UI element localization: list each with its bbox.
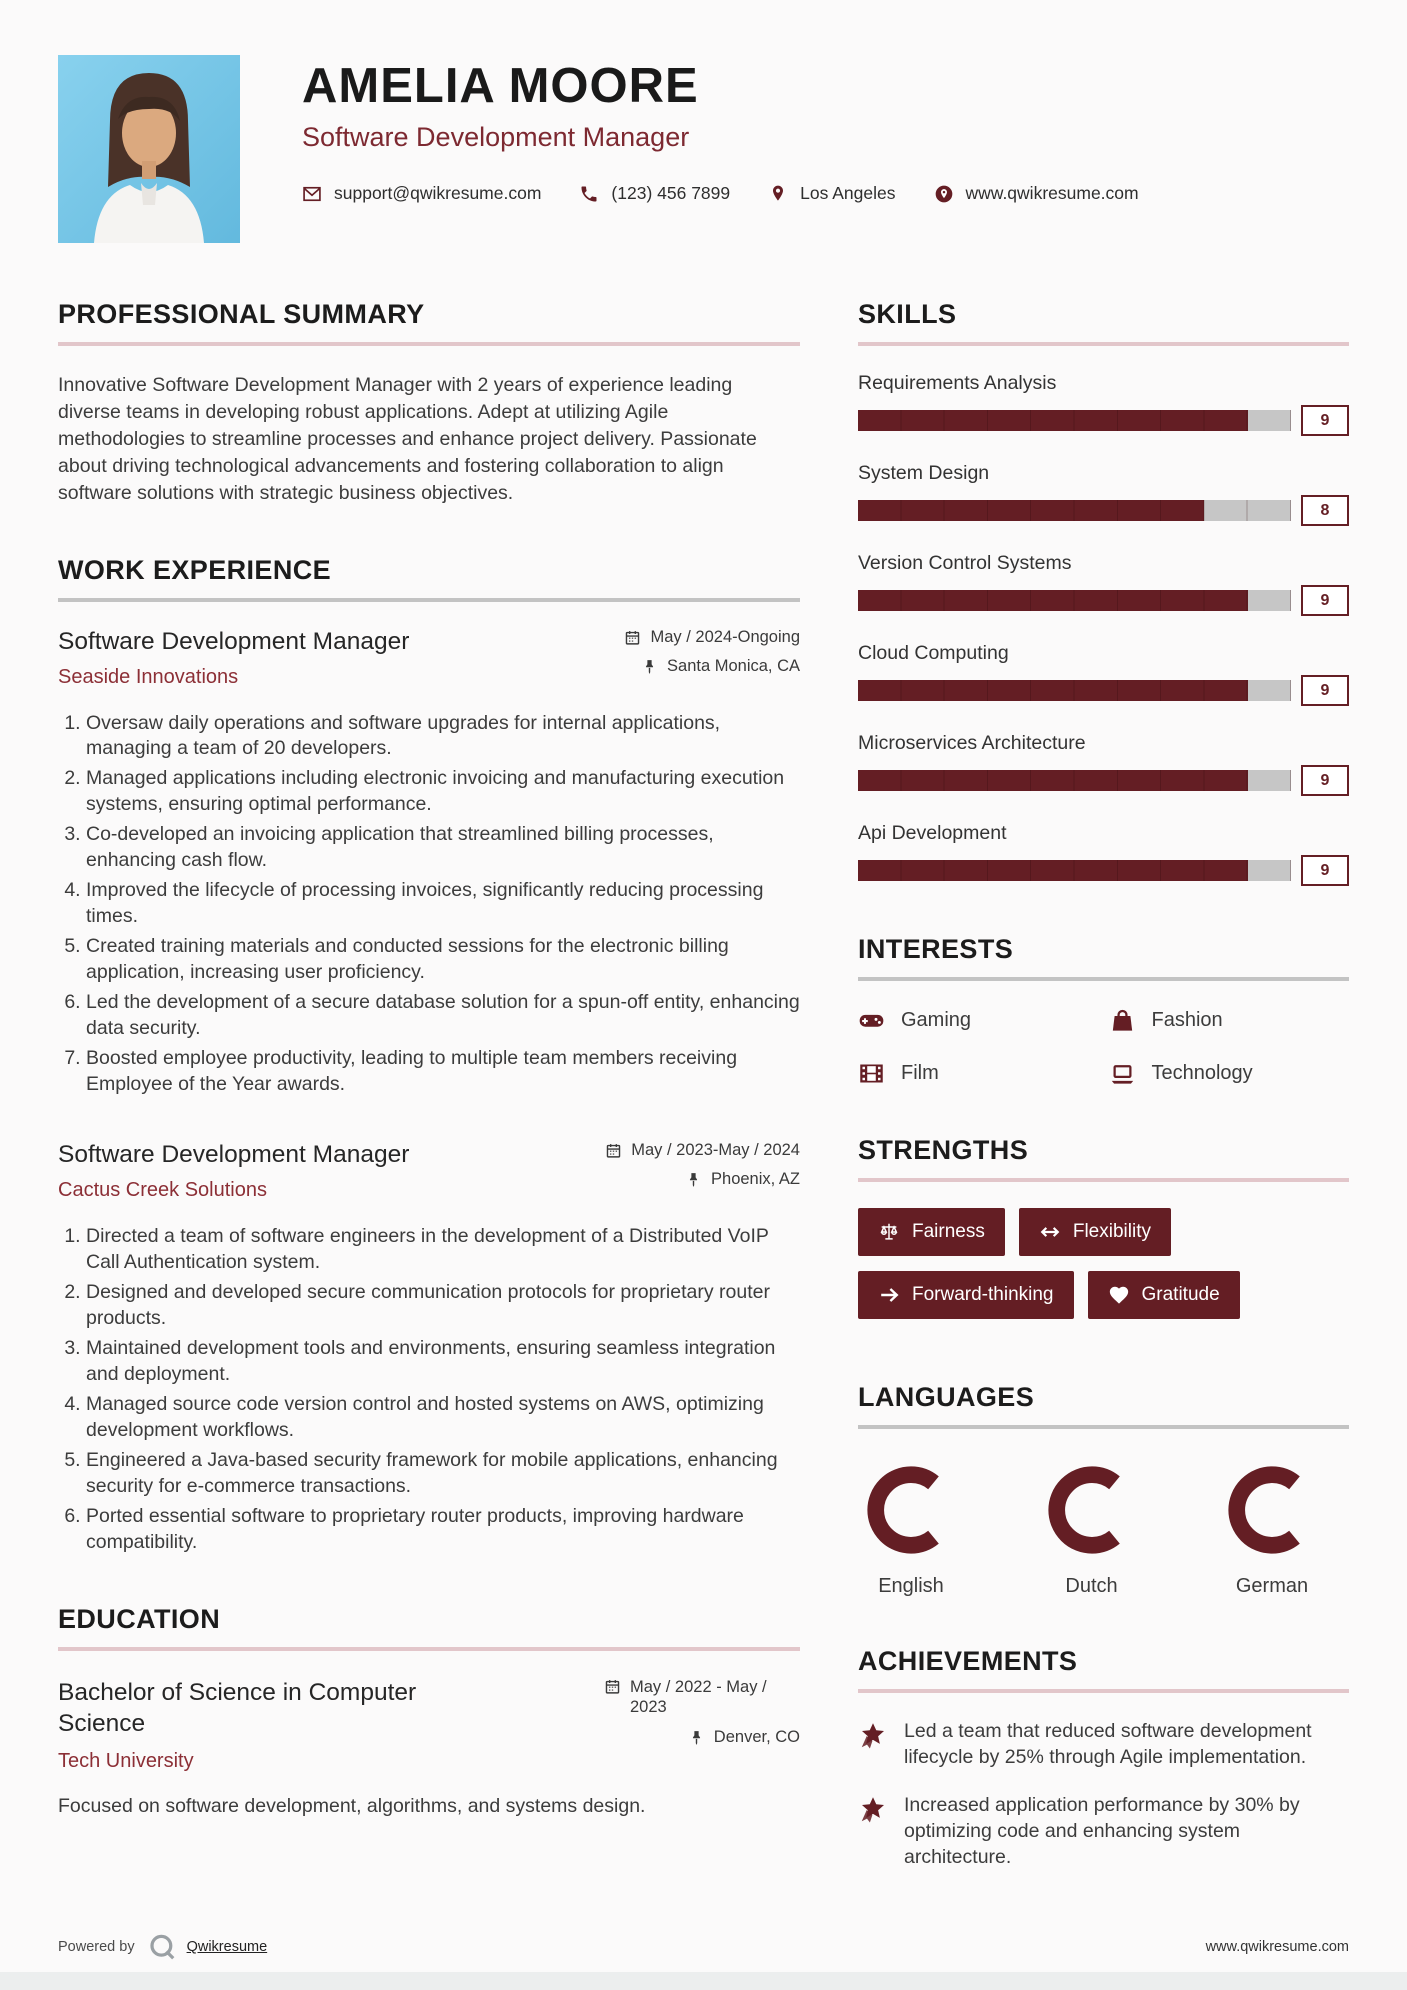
pushpin-icon — [688, 1729, 705, 1746]
contact-email-text: support@qwikresume.com — [334, 183, 542, 204]
calendar-icon — [604, 1678, 621, 1695]
job-location: Phoenix, AZ — [711, 1170, 800, 1189]
job-title-block — [58, 1141, 409, 1202]
skill-name: System Design — [858, 462, 990, 484]
pushpin-icon — [685, 1171, 702, 1188]
work-heading: WORK EXPERIENCE — [58, 554, 332, 585]
job-bullet: 3. Co-developed an invoicing application that streamlined billing processes, enhancing cash flow. — [86, 822, 800, 874]
interest-item — [858, 1060, 1099, 1087]
skill-track — [858, 860, 1291, 881]
skill-item — [858, 822, 1349, 886]
skill-fill — [858, 590, 1248, 611]
shopping-bag-icon — [1109, 1007, 1136, 1034]
section-professional-summary — [58, 299, 800, 507]
contact-website — [934, 183, 1139, 204]
footer-strip — [0, 1972, 1407, 1990]
skill-item — [858, 462, 1349, 526]
left-column — [58, 299, 800, 1866]
language-name: English — [878, 1575, 944, 1597]
job-meta — [605, 1141, 800, 1199]
laptop-icon — [1109, 1060, 1136, 1087]
contact-phone — [579, 183, 730, 204]
job-bullet: 6. Ported essential software to proprietary router products, improving hardware compatibility. — [86, 1504, 800, 1556]
section-divider — [858, 977, 1349, 981]
qwikresume-logo-icon — [147, 1932, 177, 1962]
skill-fill — [858, 770, 1248, 791]
section-skills — [858, 299, 1349, 886]
section-languages — [858, 1382, 1349, 1598]
contact-website-text: www.qwikresume.com — [965, 183, 1139, 204]
job-meta — [624, 628, 800, 686]
job-dates: May / 2023-May / 2024 — [631, 1141, 800, 1160]
school-name: Tech University — [58, 1750, 194, 1773]
education-location-line — [604, 1728, 800, 1747]
phone-icon — [579, 184, 599, 204]
job-head — [58, 628, 800, 689]
job-entry — [58, 1141, 800, 1555]
language-name: German — [1235, 1575, 1309, 1597]
achievement-item — [858, 1719, 1349, 1771]
education-dates-line — [604, 1677, 800, 1718]
job-head — [58, 1141, 800, 1202]
film-icon — [858, 1060, 885, 1087]
contact-phone-text: (123) 456 7899 — [611, 183, 731, 204]
skill-name: Requirements Analysis — [858, 372, 1057, 394]
interests-grid — [858, 1007, 1349, 1087]
skill-name: Cloud Computing — [858, 642, 1009, 664]
skill-item — [858, 642, 1349, 706]
education-dates: May / 2022 - May / 2023 — [630, 1677, 767, 1717]
scales-icon — [878, 1221, 900, 1243]
achievement-item — [858, 1793, 1349, 1871]
skill-track — [858, 590, 1291, 611]
skill-bar — [858, 405, 1349, 436]
skill-bar — [858, 495, 1349, 526]
strength-label: Flexibility — [1072, 1221, 1151, 1242]
skill-track — [858, 500, 1291, 521]
job-title: Software Development Manager — [58, 627, 410, 655]
skill-item — [858, 552, 1349, 616]
education-location: Denver, CO — [713, 1727, 800, 1746]
location-pin-icon — [768, 184, 788, 204]
skill-bar — [858, 675, 1349, 706]
education-description: Focused on software development, algorithms, and systems design. — [58, 1795, 646, 1818]
strength-label: Gratitude — [1141, 1284, 1220, 1305]
section-divider — [58, 598, 800, 602]
content-columns — [58, 299, 1349, 1919]
education-head — [58, 1677, 800, 1774]
job-dates-line — [624, 628, 800, 647]
footer-branding — [58, 1932, 267, 1962]
job-bullet: 3. Maintained development tools and environments, ensuring seamless integration and deployment. — [86, 1336, 800, 1388]
achievements-heading: ACHIEVEMENTS — [858, 1646, 1078, 1676]
job-bullet: 6. Led the development of a secure database solution for a spun-off entity, enhancing data security. — [86, 990, 800, 1042]
calendar-icon — [605, 1142, 622, 1159]
gamepad-icon — [858, 1007, 885, 1034]
interest-item — [858, 1007, 1099, 1034]
profile-photo — [58, 55, 240, 243]
section-achievements — [858, 1646, 1349, 1871]
language-item — [1223, 1461, 1321, 1598]
interest-label: Gaming — [901, 1009, 972, 1031]
skill-level-badge: 9 — [1301, 405, 1349, 436]
section-divider — [858, 1178, 1349, 1182]
skill-track — [858, 410, 1291, 431]
skill-bar — [858, 855, 1349, 886]
right-column — [858, 299, 1349, 1919]
job-title-block — [58, 628, 409, 689]
globe-icon — [934, 184, 954, 204]
language-item — [1043, 1461, 1141, 1598]
section-divider — [58, 1647, 800, 1651]
award-star-icon — [858, 1795, 888, 1825]
skill-item — [858, 732, 1349, 796]
header-text — [302, 55, 1177, 204]
skill-track — [858, 770, 1291, 791]
interest-label: Fashion — [1151, 1009, 1223, 1031]
job-location: Santa Monica, CA — [667, 656, 800, 675]
strength-label: Fairness — [912, 1221, 985, 1242]
skill-name: Microservices Architecture — [858, 732, 1086, 754]
language-level-ring — [1043, 1461, 1141, 1559]
qwikresume-link[interactable]: Qwikresume — [186, 1939, 268, 1955]
language-item — [862, 1461, 960, 1598]
skill-track — [858, 680, 1291, 701]
section-divider — [858, 1689, 1349, 1693]
skill-level-badge: 9 — [1301, 585, 1349, 616]
powered-by-label: Powered by — [58, 1939, 135, 1955]
job-bullet: 5. Created training materials and conducted sessions for the electronic billing application, increasing user proficiency. — [86, 934, 800, 986]
skill-level-badge: 9 — [1301, 675, 1349, 706]
languages-heading: LANGUAGES — [858, 1382, 1035, 1412]
section-divider — [858, 1425, 1349, 1429]
footer — [0, 1924, 1407, 1970]
section-interests — [858, 934, 1349, 1087]
skill-level-badge: 9 — [1301, 765, 1349, 796]
skill-fill — [858, 860, 1248, 881]
job-company: Seaside Innovations — [58, 665, 239, 688]
job-bullet: 1. Oversaw daily operations and software upgrades for internal applications, managing a team of 20 developers. — [86, 711, 800, 763]
strength-pill — [1019, 1208, 1171, 1256]
strength-pill — [858, 1271, 1074, 1319]
skill-fill — [858, 680, 1248, 701]
education-meta — [604, 1677, 800, 1757]
strengths-list — [858, 1208, 1349, 1334]
section-education — [58, 1604, 800, 1819]
contact-location — [768, 183, 895, 204]
person-name: AMELIA MOORE — [302, 59, 699, 113]
job-location-line — [624, 657, 800, 676]
job-dates: May / 2024-Ongoing — [650, 627, 800, 646]
job-bullet: 7. Boosted employee productivity, leading to multiple team members receiving Employee of the Year awards. — [86, 1046, 800, 1098]
job-bullet: 5. Engineered a Java-based security framework for mobile applications, enhancing security for e-commerce transactions. — [86, 1448, 800, 1500]
award-star-icon — [858, 1721, 888, 1751]
heart-icon — [1108, 1284, 1130, 1306]
job-bullet-list — [58, 1224, 800, 1555]
summary-heading: PROFESSIONAL SUMMARY — [58, 299, 425, 329]
interest-item — [1109, 1007, 1350, 1034]
job-bullet-list — [58, 711, 800, 1098]
degree-title: Bachelor of Science in Computer Science — [58, 1678, 417, 1738]
education-entry — [58, 1677, 800, 1819]
achievement-text: Increased application performance by 30% by optimizing code and enhancing system architecture. — [904, 1793, 1300, 1868]
interest-item — [1109, 1060, 1350, 1087]
skill-name: Version Control Systems — [858, 552, 1072, 574]
right-arrow-icon — [878, 1284, 900, 1306]
strength-pill — [1088, 1271, 1240, 1319]
achievements-list — [858, 1719, 1349, 1871]
job-title: Software Development Manager — [58, 1141, 410, 1169]
footer-website: www.qwikresume.com — [1205, 1939, 1349, 1955]
job-dates-line — [605, 1141, 800, 1160]
job-bullet: 1. Directed a team of software engineers in the development of a Distributed VoIP Call Authentication system. — [86, 1224, 800, 1276]
contact-email — [302, 183, 541, 204]
left-right-arrow-icon — [1039, 1221, 1061, 1243]
envelope-icon — [302, 184, 322, 204]
summary-text: Innovative Software Development Manager with 2 years of experience leading diverse teams in developing robust applications. Adept at utilizing Agile methodologies to streamline processes and enhance project delivery. Passionate about driving technological advancements and fostering collaboration to align software solutions with strategic business objectives. — [58, 374, 757, 504]
section-work-experience — [58, 555, 800, 1556]
header — [58, 55, 1349, 243]
language-level-ring — [1223, 1461, 1321, 1559]
section-divider — [858, 342, 1349, 346]
job-bullet: 2. Designed and developed secure communication protocols for proprietary router products. — [86, 1280, 800, 1332]
strength-pill — [858, 1208, 1005, 1256]
job-location-line — [605, 1170, 800, 1189]
calendar-icon — [624, 629, 641, 646]
contact-row — [302, 183, 1177, 204]
strengths-heading: STRENGTHS — [858, 1135, 1029, 1165]
skill-bar — [858, 585, 1349, 616]
achievement-text: Led a team that reduced software development lifecycle by 25% through Agile implementation. — [904, 1720, 1312, 1768]
languages-list — [858, 1455, 1349, 1598]
skill-bar — [858, 765, 1349, 796]
section-strengths — [858, 1135, 1349, 1334]
pushpin-icon — [641, 658, 658, 675]
job-bullet: 2. Managed applications including electronic invoicing and manufacturing execution systems, ensuring optimal performance. — [86, 766, 800, 818]
skill-name: Api Development — [858, 822, 1007, 844]
strength-label: Forward-thinking — [912, 1284, 1054, 1305]
job-company: Cactus Creek Solutions — [58, 1179, 267, 1202]
skill-level-badge: 9 — [1301, 855, 1349, 886]
job-entry — [58, 628, 800, 1098]
education-heading: EDUCATION — [58, 1603, 221, 1634]
job-bullet: 4. Managed source code version control and hosted systems on AWS, optimizing development workflows. — [86, 1392, 800, 1444]
skills-heading: SKILLS — [858, 299, 957, 329]
language-name: Dutch — [1065, 1575, 1118, 1597]
skill-fill — [858, 500, 1204, 521]
interests-heading: INTERESTS — [858, 934, 1014, 964]
interest-label: Film — [901, 1062, 939, 1084]
section-divider — [58, 342, 800, 346]
job-bullet: 4. Improved the lifecycle of processing invoices, significantly reducing processing times. — [86, 878, 800, 930]
person-title: Software Development Manager — [302, 122, 690, 153]
language-level-ring — [862, 1461, 960, 1559]
skill-item — [858, 372, 1349, 436]
skills-list — [858, 372, 1349, 886]
skill-fill — [858, 410, 1248, 431]
skill-level-badge: 8 — [1301, 495, 1349, 526]
education-title-block — [58, 1677, 478, 1774]
contact-location-text: Los Angeles — [800, 183, 896, 204]
interest-label: Technology — [1151, 1062, 1253, 1084]
